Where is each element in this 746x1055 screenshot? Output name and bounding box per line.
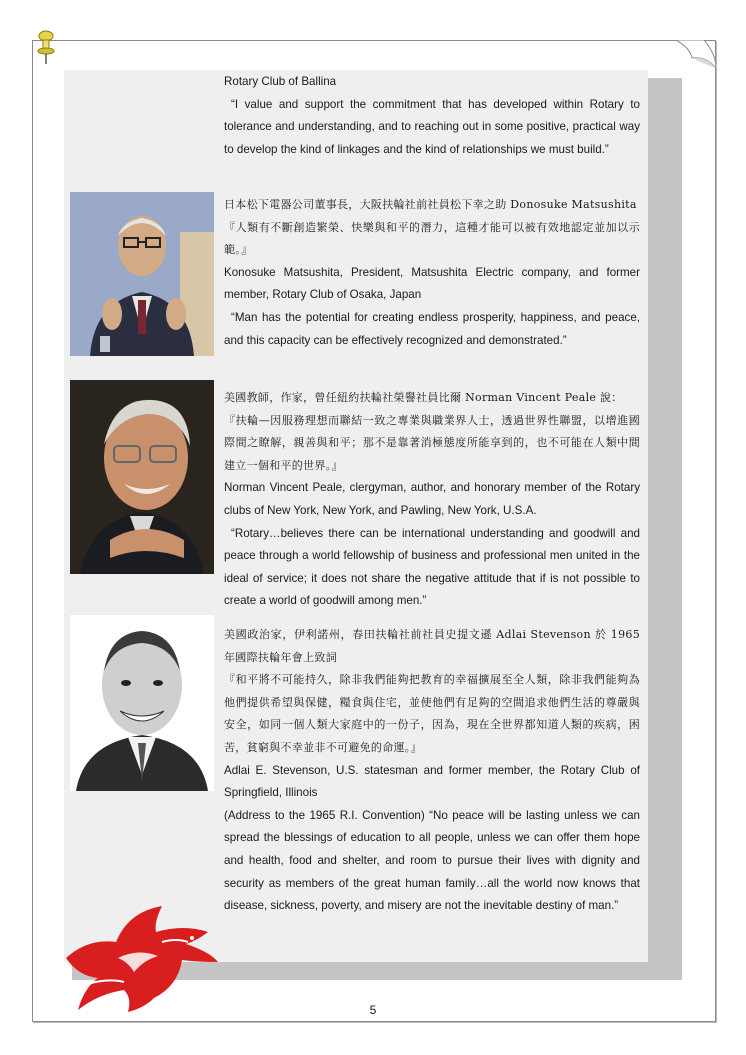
quote-block-peale	[224, 387, 640, 613]
quote-text-en: (Address to the 1965 R.I. Convention) “No peace will be lasting unless we can spread the blessings of education to all people, unless we can offer them hope and health, food and shelter, and room to pursue their lives with dignity and security as members of the great human family…all the world now knows that disease, sickness, poverty, and misery are not the inevitable destiny of man.”	[224, 808, 640, 913]
speaker-intro-zh: 美國政治家，伊利諾州，春田扶輪社前社員史提文遜 Adlai Stevenson 於 1965 年國際扶輪年會上致詞	[224, 628, 640, 664]
quote-text-en: “Man has the potential for creating endless prosperity, happiness, and peace, and this capacity can be effectively recognized and demonstrated.”	[224, 310, 640, 347]
quote-text-en: “I value and support the commitment that has developed within Rotary to tolerance and understanding, and to reaching out in some positive, practical way to develop the kind of linkages and the kind of relationships we must build.”	[224, 97, 640, 156]
peace-dove-icon	[58, 898, 224, 1014]
speaker-intro-zh: 美國教師，作家，曾任紐約扶輪社榮譽社員比爾 Norman Vincent Peale 說：	[224, 391, 623, 404]
speaker-intro-en: Norman Vincent Peale, clergyman, author, and honorary member of the Rotary clubs of New York, New York, and Pawling, New York, U.S.A.	[224, 481, 640, 517]
speaker-intro-en: Rotary Club of Ballina	[224, 75, 337, 88]
page-curl-icon	[676, 40, 716, 68]
quote-text-zh: 『和平將不可能持久，除非我們能夠把教育的幸福擴展至全人類，除非我們能夠為他們提供希望與保健，糧食與住宅，並使他們有足夠的空間追求他們生活的尊嚴與安全，如同一個人類大家庭中的一份子，因為，現在全世界都知道人類的疾病，困苦，貧窮與不幸並非不可避免的命運。』	[224, 673, 640, 754]
speaker-intro-en: Konosuke Matsushita, President, Matsushita Electric company, and former member, Rotary Club of Osaka, Japan	[224, 265, 640, 302]
speaker-intro-zh: 日本松下電器公司董事長，大阪扶輪社前社員松下幸之助 Donosuke Matsushita	[224, 198, 637, 211]
portrait-adlai-stevenson	[70, 615, 214, 791]
speaker-intro-en: Adlai E. Stevenson, U.S. statesman and former member, the Rotary Club of Springfield, Illinois	[224, 763, 640, 800]
page-number: 5	[369, 1003, 377, 1017]
quote-block-matsushita	[224, 194, 640, 352]
quote-block-ballina	[224, 71, 640, 161]
portrait-matsushita	[70, 192, 214, 356]
portrait-norman-vincent-peale	[70, 380, 214, 574]
quote-text-en: “Rotary…believes there can be international understanding and goodwill and peace through a world fellowship of business and professional men united in the ideal of service; it does not share the negative attitude that if is not possible to create a world of goodwill among men.”	[224, 526, 640, 608]
push-pin-icon	[36, 30, 56, 66]
quote-text-zh: 『扶輪—因服務理想而聯結一致之專業與職業界人士，透過世界性聯盟，以增進國際間之瞭解，親善與和平；那不是靠著消極態度所能享到的，也不可能在人類中間建立一個和平的世界。』	[224, 413, 640, 472]
quote-text-zh: 『人類有不斷創造繁榮、快樂與和平的潛力，這種才能可以被有效地認定並加以示範。』	[224, 220, 640, 257]
quote-block-stevenson	[224, 624, 640, 918]
